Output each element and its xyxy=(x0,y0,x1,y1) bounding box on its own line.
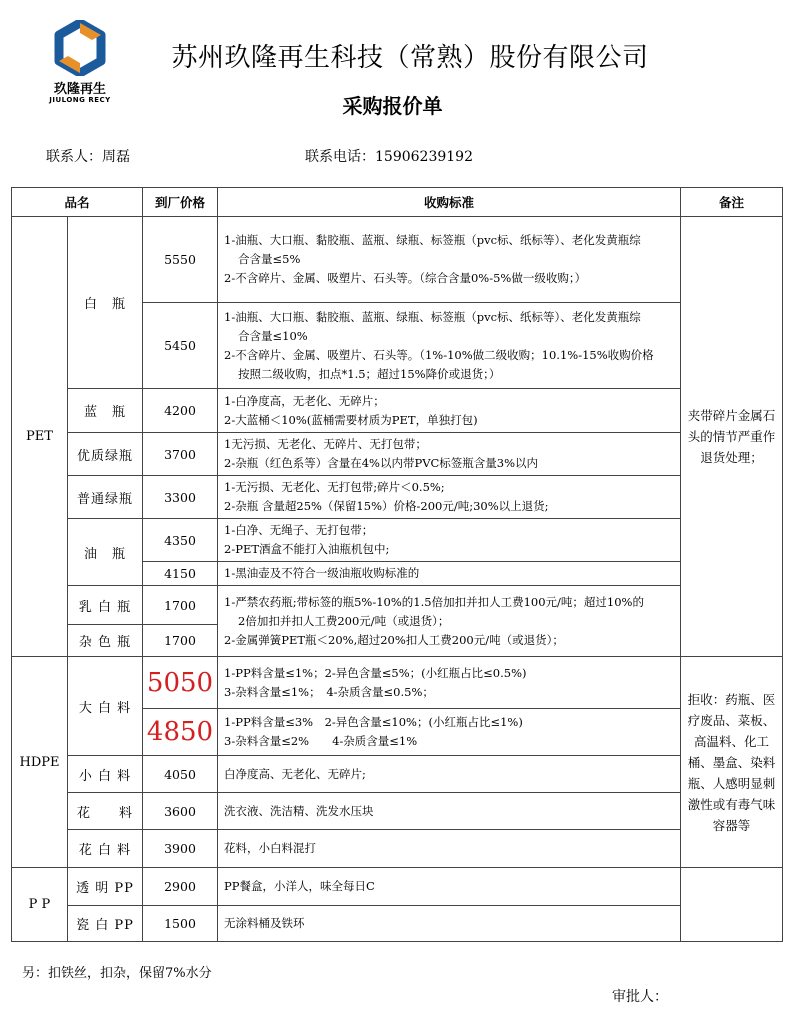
price-value: 4050 xyxy=(143,756,218,793)
logo-mark-icon xyxy=(52,20,108,76)
company-name: 苏州玖隆再生科技（常熟）股份有限公司 xyxy=(171,43,649,73)
standard-cell: 1-油瓶、大口瓶、黏胶瓶、蓝瓶、绿瓶、标签瓶（pvc标、纸标等）、老化发黄瓶综 合含量≤5% 2-不含碎片、金属、吸塑片、石头等。（综合含量0%-5%做一级收购；） xyxy=(218,217,681,303)
standard-cell: 1-无污损、无老化、无打包带;碎片＜0.5%; 2-杂瓶 含量超25%（保留15%）价格-200元/吨;30%以上退货; xyxy=(218,476,681,519)
table-row xyxy=(12,476,783,519)
price-value: 3600 xyxy=(143,793,218,830)
category-hdpe: HDPE xyxy=(12,657,68,868)
document-title: 采购报价单 xyxy=(342,94,443,118)
standard-cell: 1-白净度高，无老化、无碎片； 2-大蓝桶＜10%(蓝桶需要材质为PET，单独打包) xyxy=(218,389,681,433)
table-row xyxy=(12,906,783,942)
price-value: 1700 xyxy=(143,625,218,657)
table-row xyxy=(12,586,783,625)
standard-cell: 洗衣液、洗洁精、洗发水压块 xyxy=(218,793,681,830)
remark-pp xyxy=(681,868,783,942)
price-value: 1700 xyxy=(143,586,218,625)
standard-cell: 花料，小白料混打 xyxy=(218,830,681,868)
price-value: 2900 xyxy=(143,868,218,906)
remark-pet: 夹带碎片金属石头的情节严重作退货处理； xyxy=(681,217,783,657)
logo-text-cn: 玖隆再生 xyxy=(53,82,106,97)
price-table xyxy=(11,187,783,942)
price-value: 5450 xyxy=(143,303,218,389)
product-green-normal: 普通绿瓶 xyxy=(68,476,143,519)
price-value: 3300 xyxy=(143,476,218,519)
standard-cell: 1-PP料含量≤1%；2-异色含量≤5%；(小红瓶占比≤0.5%) 3-杂料含量≤1%； 4-杂质含量≤0.5%； xyxy=(218,657,681,709)
price-value-highlight: 5050 xyxy=(143,657,218,709)
price-value: 1500 xyxy=(143,906,218,942)
standard-cell: PP餐盒，小洋人，味全每日C xyxy=(218,868,681,906)
table-row xyxy=(12,830,783,868)
product-white-bottle: 白 瓶 xyxy=(68,217,143,389)
standard-cell: 白净度高、无老化、无碎片; xyxy=(218,756,681,793)
header-standard: 收购标准 xyxy=(218,188,681,217)
contact-person: 联系人：周磊 xyxy=(46,149,130,165)
price-value: 5550 xyxy=(143,217,218,303)
header-remark: 备注 xyxy=(681,188,783,217)
standard-cell: 1-PP料含量≤3% 2-异色含量≤10%；(小红瓶占比≤1%) 3-杂料含量≤2% 4-杂质含量≤1% xyxy=(218,709,681,756)
standard-cell: 1-油瓶、大口瓶、黏胶瓶、蓝瓶、绿瓶、标签瓶（pvc标、纸标等）、老化发黄瓶综 合含量≤10% 2-不含碎片、金属、吸塑片、石头等。（1%-10%做二级收购；10.1%-15%收购价格 按照二级收购，扣点*1.5；超过15%降价或退货；） xyxy=(218,303,681,389)
header-price: 到厂价格 xyxy=(143,188,218,217)
standard-cell: 1无污损、无老化、无碎片、无打包带； 2-杂瓶（红色系等）含量在4%以内带PVC标签瓶含量3%以内 xyxy=(218,433,681,476)
standard-cell: 1-严禁农药瓶;带标签的瓶5%-10%的1.5倍加扣并扣人工费100元/吨；超过10%的 2倍加扣并扣人工费200元/吨（或退货）； 2-金属弹簧PET瓶＜20%,超过20%扣人工费200元/吨（或退货）； xyxy=(218,586,681,657)
table-row xyxy=(12,657,783,709)
remark-hdpe: 拒收：药瓶、医疗废品、菜板、高温料、化工桶、墨盒、染料瓶、人感明显刺激性或有毒气味容器等 xyxy=(681,657,783,868)
price-value-highlight: 4850 xyxy=(143,709,218,756)
price-value: 4150 xyxy=(143,562,218,586)
product-porcelain-pp: 瓷 白 PP xyxy=(68,906,143,942)
logo-text-en: JIULONG RECY xyxy=(49,96,111,104)
product-clear-pp: 透 明 PP xyxy=(68,868,143,906)
table-row xyxy=(12,756,783,793)
product-green-premium: 优质绿瓶 xyxy=(68,433,143,476)
category-pet: PET xyxy=(12,217,68,657)
table-header-row xyxy=(12,188,783,217)
product-flower-white: 花 白 料 xyxy=(68,830,143,868)
approver-label: 审批人： xyxy=(612,989,668,1005)
price-value: 3900 xyxy=(143,830,218,868)
standard-cell: 1-白净、无绳子、无打包带； 2-PET酒盒不能打入油瓶机包中; xyxy=(218,519,681,562)
table-row xyxy=(12,433,783,476)
table-row xyxy=(12,868,783,906)
category-pp: P P xyxy=(12,868,68,942)
product-big-white: 大 白 料 xyxy=(68,657,143,756)
footer-note: 另：扣铁丝，扣杂，保留7%水分 xyxy=(22,966,212,981)
product-small-white: 小 白 料 xyxy=(68,756,143,793)
table-row xyxy=(12,389,783,433)
table-row xyxy=(12,217,783,303)
price-value: 4200 xyxy=(143,389,218,433)
product-oil-bottle: 油 瓶 xyxy=(68,519,143,586)
table-row xyxy=(12,519,783,562)
standard-cell: 无涂料桶及铁环 xyxy=(218,906,681,942)
header-product: 品名 xyxy=(12,188,143,217)
price-value: 3700 xyxy=(143,433,218,476)
product-blue-bottle: 蓝 瓶 xyxy=(68,389,143,433)
standard-cell: 1-黑油壶及不符合一级油瓶收购标准的 xyxy=(218,562,681,586)
product-milk-bottle: 乳 白 瓶 xyxy=(68,586,143,625)
product-flower: 花 料 xyxy=(68,793,143,830)
document-header xyxy=(0,0,785,190)
table-row xyxy=(12,793,783,830)
product-mixed-bottle: 杂 色 瓶 xyxy=(68,625,143,657)
contact-phone: 联系电话：15906239192 xyxy=(305,149,473,165)
price-value: 4350 xyxy=(143,519,218,562)
